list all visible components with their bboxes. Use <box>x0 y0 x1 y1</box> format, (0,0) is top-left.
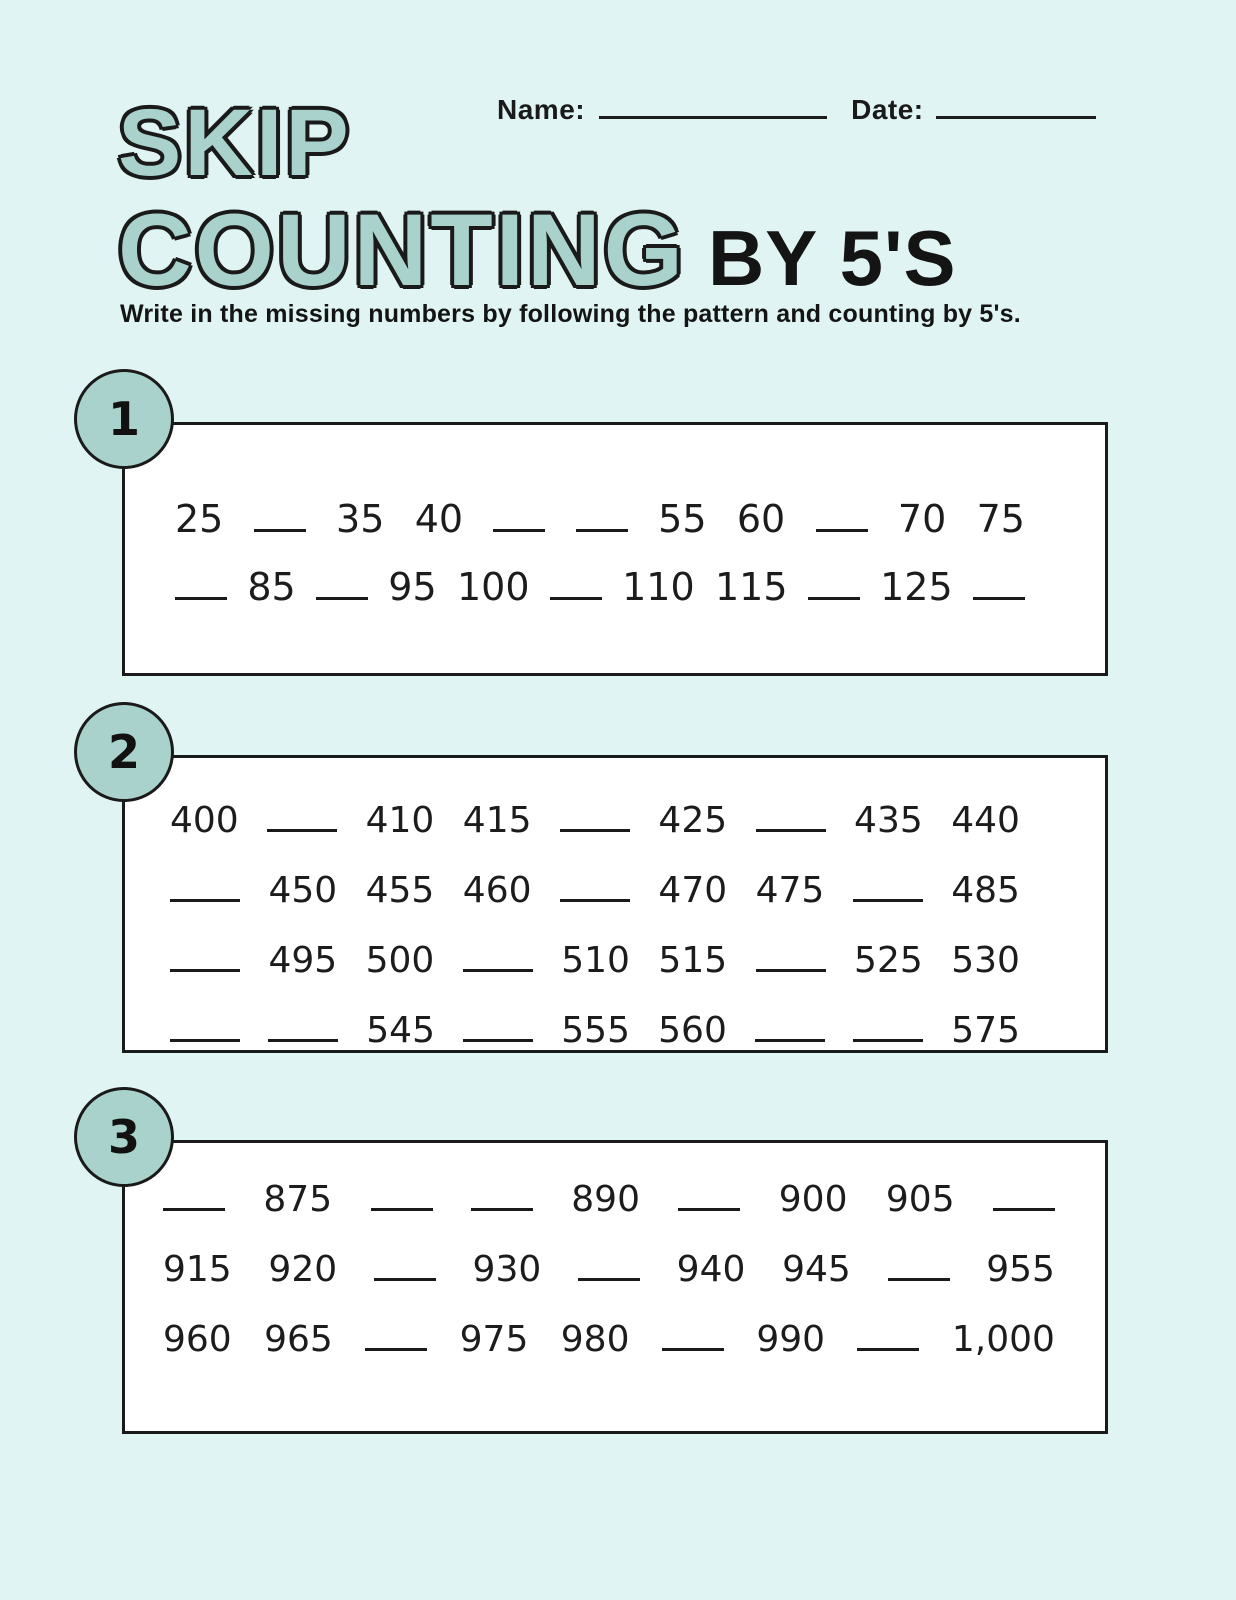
sequence-number: 890 <box>571 1179 640 1220</box>
sequence-number: 945 <box>782 1249 851 1290</box>
date-input-line[interactable] <box>936 115 1096 119</box>
answer-blank[interactable] <box>267 829 337 832</box>
sequence-number: 410 <box>365 800 435 841</box>
section-number-badge <box>74 369 174 469</box>
answer-blank[interactable] <box>973 597 1025 600</box>
answer-blank[interactable] <box>374 1278 436 1281</box>
sequence-number: 460 <box>462 870 532 911</box>
answer-blank[interactable] <box>756 969 826 972</box>
title-line1: SKIP <box>118 90 352 196</box>
sequence-number: 485 <box>951 870 1020 911</box>
sequence-number: 425 <box>658 800 728 841</box>
sequence-number: 455 <box>365 870 435 911</box>
sequence-row <box>175 567 1025 607</box>
sequence-number: 70 <box>897 497 947 541</box>
answer-blank[interactable] <box>808 597 860 600</box>
answer-blank[interactable] <box>578 1278 640 1281</box>
sequence-number: 560 <box>658 1010 727 1051</box>
sequence-number: 920 <box>268 1249 338 1290</box>
answer-blank[interactable] <box>560 829 630 832</box>
sequence-number: 125 <box>880 565 953 609</box>
sequence-number: 555 <box>561 1010 630 1051</box>
sequence-row <box>175 499 1025 539</box>
problem-box-2 <box>107 725 1108 1053</box>
sequence-number: 435 <box>854 800 923 841</box>
answer-blank[interactable] <box>463 969 533 972</box>
section-number-badge <box>74 1087 174 1187</box>
answer-blank[interactable] <box>816 529 868 532</box>
title-line2: COUNTING <box>118 193 686 307</box>
sequence-number: 515 <box>658 940 728 981</box>
answer-blank[interactable] <box>857 1348 919 1351</box>
sequence-number: 25 <box>175 497 224 541</box>
sequence-row <box>163 1181 1055 1219</box>
date-label: Date: <box>851 94 924 125</box>
worksheet-title <box>118 90 957 307</box>
answer-blank[interactable] <box>888 1278 950 1281</box>
sequence-number: 115 <box>714 565 788 609</box>
section-number: 3 <box>107 1110 140 1164</box>
sequence-number: 415 <box>462 800 532 841</box>
sequence-row <box>163 1251 1055 1289</box>
sequence-number: 450 <box>268 870 338 911</box>
section-number-badge <box>74 702 174 802</box>
answer-blank[interactable] <box>163 1208 225 1211</box>
sequence-row <box>170 1012 1020 1050</box>
answer-blank[interactable] <box>463 1039 533 1042</box>
answer-blank[interactable] <box>316 597 368 600</box>
sequence-number: 85 <box>247 565 296 609</box>
answer-blank[interactable] <box>853 899 923 902</box>
answer-blank[interactable] <box>371 1208 433 1211</box>
title-suffix: BY 5'S <box>707 214 957 302</box>
answer-blank[interactable] <box>471 1208 533 1211</box>
sequence-number: 55 <box>658 497 707 541</box>
sequence-number: 440 <box>951 800 1020 841</box>
sequence-row <box>163 1321 1055 1359</box>
sequence-number: 110 <box>622 565 695 609</box>
sequence-number: 470 <box>658 870 728 911</box>
sequence-row <box>170 942 1020 980</box>
sequence-rows <box>125 425 1105 607</box>
sequence-number: 905 <box>885 1179 955 1220</box>
sequence-row <box>170 802 1020 840</box>
sequence-number: 510 <box>561 940 630 981</box>
sequence-number: 875 <box>263 1179 333 1220</box>
sequence-number: 915 <box>163 1249 232 1290</box>
sequence-number: 975 <box>459 1319 529 1360</box>
answer-blank[interactable] <box>756 829 826 832</box>
sequence-number: 525 <box>854 940 923 981</box>
sequence-number: 990 <box>756 1319 826 1360</box>
sequence-row <box>170 872 1020 910</box>
sequence-number: 475 <box>755 870 825 911</box>
answer-blank[interactable] <box>175 597 227 600</box>
answer-blank[interactable] <box>254 529 306 532</box>
sequence-number: 940 <box>676 1249 746 1290</box>
sequence-rows <box>125 1143 1105 1359</box>
sequence-number: 955 <box>986 1249 1055 1290</box>
answer-blank[interactable] <box>170 969 240 972</box>
sequence-number: 930 <box>472 1249 542 1290</box>
answer-blank[interactable] <box>170 1039 240 1042</box>
sequence-number: 500 <box>365 940 435 981</box>
sequence-number: 1,000 <box>951 1319 1055 1360</box>
name-label: Name: <box>497 94 586 125</box>
answer-blank[interactable] <box>550 597 602 600</box>
answer-blank[interactable] <box>365 1348 427 1351</box>
sequence-number: 980 <box>560 1319 630 1360</box>
sequence-number: 75 <box>976 497 1025 541</box>
sequence-number: 35 <box>336 497 385 541</box>
problem-box-3 <box>107 1110 1108 1434</box>
sequence-rows <box>125 758 1105 1050</box>
section-number: 1 <box>107 392 140 446</box>
sequence-number: 900 <box>778 1179 848 1220</box>
answer-blank[interactable] <box>678 1208 740 1211</box>
sequence-number: 40 <box>414 497 464 541</box>
answer-blank[interactable] <box>993 1208 1055 1211</box>
sequence-number: 545 <box>366 1010 435 1051</box>
sequence-number: 965 <box>264 1319 333 1360</box>
sequence-number: 400 <box>170 800 239 841</box>
problem-box-1 <box>107 392 1108 676</box>
answer-blank[interactable] <box>493 529 545 532</box>
answer-blank[interactable] <box>853 1039 923 1042</box>
answer-blank[interactable] <box>755 1039 825 1042</box>
sequence-number: 60 <box>736 497 786 541</box>
sequence-number: 530 <box>951 940 1020 981</box>
answer-blank[interactable] <box>560 899 630 902</box>
instruction-text: Write in the missing numbers by following the pattern and counting by 5's. <box>120 300 1021 328</box>
answer-blank[interactable] <box>662 1348 724 1351</box>
sequence-number: 100 <box>456 565 530 609</box>
sequence-number: 960 <box>163 1319 232 1360</box>
sequence-number: 95 <box>388 565 437 609</box>
answer-blank[interactable] <box>268 1039 338 1042</box>
section-number: 2 <box>107 725 140 779</box>
sequence-number: 575 <box>951 1010 1020 1051</box>
answer-blank[interactable] <box>576 529 628 532</box>
answer-blank[interactable] <box>170 899 240 902</box>
sequence-number: 495 <box>268 940 338 981</box>
